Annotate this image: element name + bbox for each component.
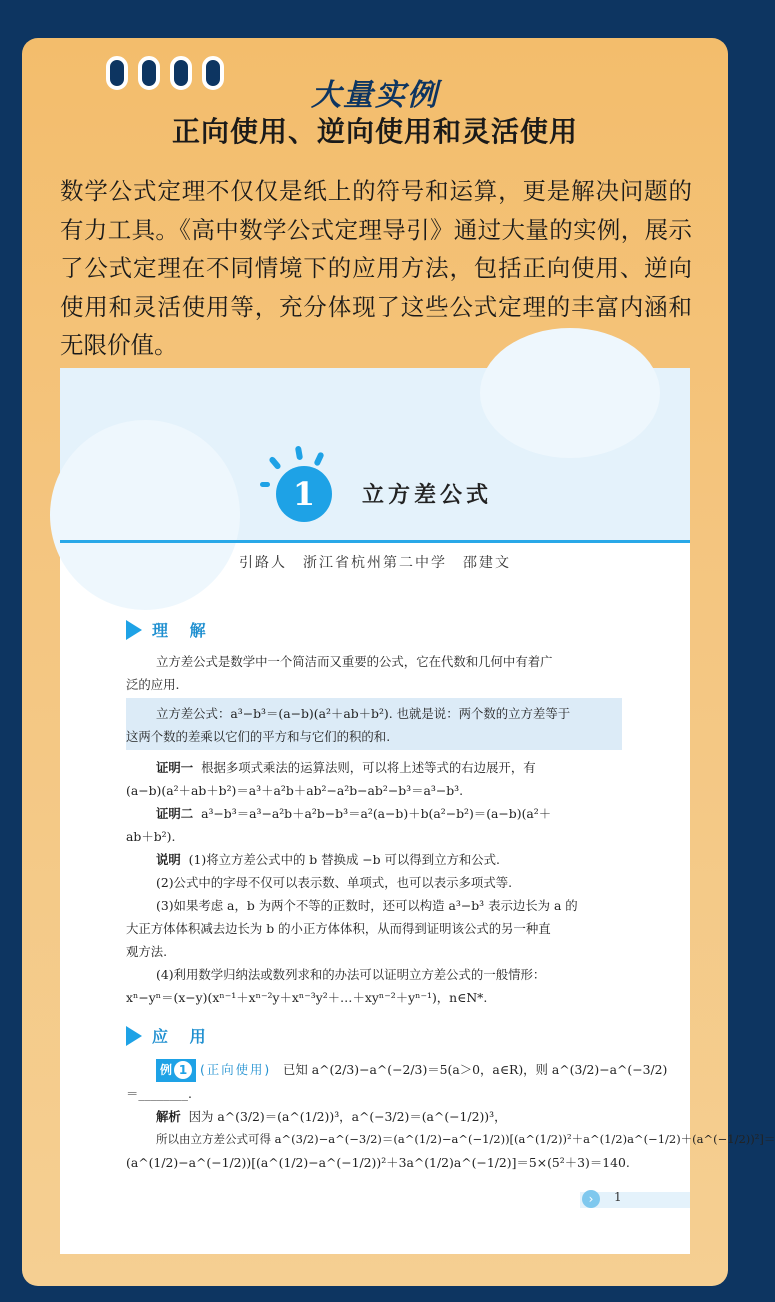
note2: (2)公式中的字母不仅可以表示数、单项式，也可以表示多项式等. — [156, 875, 513, 890]
example-number: 1 — [174, 1061, 192, 1079]
triangle-bullet-icon — [126, 1026, 142, 1046]
intro-paragraph: 数学公式定理不仅仅是纸上的符号和运算，更是解决问题的有力工具。《高中数学公式定理导引》通过大量的实例，展示了公式定理在不同情境下的应用方法，包括正向使用、逆向使用和灵活使用等，充分体现了这些公式定理的丰富内涵和无限价值。 — [60, 177, 692, 359]
proof2-row — [156, 802, 551, 825]
book-page — [60, 368, 775, 1254]
para1-line1: 立方差公式是数学中一个简洁而又重要的公式，它在代数和几何中有着广 — [156, 654, 553, 669]
note4-line2: xⁿ−yⁿ＝(x−y)(xⁿ⁻¹＋xⁿ⁻²y＋xⁿ⁻³y²＋…＋xyⁿ⁻²＋yⁿ⁻¹)，n∈N*. — [126, 990, 488, 1005]
proof2-line1: a³−b³＝a³−a²b＋a²b−b³＝a²(a−b)＋b(a²−b²)＝(a−b)(a²＋ — [201, 806, 552, 821]
decor-bubble — [480, 328, 660, 458]
page-number: 1 — [614, 1190, 622, 1204]
note-label: 说明 — [156, 852, 181, 867]
note-row — [156, 848, 500, 871]
sun-ray-icon — [295, 446, 303, 461]
sun-ray-icon — [268, 456, 282, 471]
analysis-row — [156, 1105, 507, 1128]
header-divider — [60, 540, 690, 543]
section-label: 理 解 — [152, 621, 214, 640]
example-tag-label: 例 — [160, 1063, 173, 1077]
note3-line2: 大正方体体积减去边长为 b 的小正方体体积，从而得到证明该公式的另一种直 — [126, 921, 551, 936]
formula-line2: 这两个数的差乘以它们的平方和与它们的积的和. — [126, 729, 391, 744]
analysis-line2: 所以由立方差公式可得 a^(3/2)−a^(−3/2)＝(a^(1/2)−a^(−1/2))[(a^(1/2))²＋a^(1/2)a^(−1/2)＋(a^(−1/2))²]＝ — [156, 1132, 775, 1146]
triangle-bullet-icon — [126, 620, 142, 640]
note3-line1: (3)如果考虑 a，b 为两个不等的正数时，还可以构造 a³−b³ 表示边长为 a 的 — [156, 898, 578, 913]
subheadline: 正向使用、逆向使用和灵活使用 — [171, 115, 578, 148]
para1-line2: 泛的应用. — [126, 677, 180, 692]
note4-line1: (4)利用数学归纳法或数列求和的办法可以证明立方差公式的一般情形： — [156, 967, 546, 982]
chapter-title: 立方差公式 — [362, 483, 493, 508]
example-line1: 已知 a^(2/3)−a^(−2/3)＝5(a＞0，a∈R)，则 a^(3/2)−a^(−3/2) — [283, 1062, 668, 1077]
note1: (1)将立方差公式中的 b 替换成 −b 可以得到立方和公式. — [188, 852, 500, 867]
sun-ray-icon — [260, 482, 270, 487]
section-apply — [126, 1024, 214, 1047]
sun-ray-icon — [313, 451, 324, 466]
chevron-right-icon: › — [582, 1190, 600, 1208]
example-line2: ＝________. — [126, 1086, 192, 1101]
section-understand — [126, 618, 214, 641]
chapter-header — [60, 368, 690, 542]
example-tag — [156, 1059, 196, 1082]
proof1-line1: 根据多项式乘法的运算法则，可以将上述等式的右边展开，有 — [201, 760, 536, 775]
proof1-line2: (a−b)(a²＋ab＋b²)＝a³＋a²b＋ab²−a²b−ab²−b³＝a³−b³. — [126, 783, 464, 798]
example-row — [156, 1058, 667, 1082]
section-label: 应 用 — [152, 1027, 214, 1046]
headline: 大量实例 — [311, 78, 439, 113]
analysis-label: 解析 — [156, 1109, 181, 1124]
analysis-line1: 因为 a^(3/2)＝(a^(1/2))³，a^(−3/2)＝(a^(−1/2))³， — [188, 1109, 507, 1124]
example-kind: (正向使用) — [199, 1062, 272, 1077]
analysis-line3: (a^(1/2)−a^(−1/2))[(a^(1/2)−a^(−1/2))²＋3a^(1/2)a^(−1/2)]＝5×(5²＋3)＝140. — [126, 1155, 630, 1170]
formula-line1: 立方差公式：a³−b³＝(a−b)(a²＋ab＋b²). 也就是说：两个数的立方差等于 — [156, 706, 571, 721]
proof1-row — [156, 756, 536, 779]
proof2-label: 证明二 — [156, 806, 194, 821]
proof1-label: 证明一 — [156, 760, 194, 775]
proof2-line2: ab＋b²). — [126, 829, 176, 844]
decor-bubble — [50, 420, 240, 610]
chapter-number: 1 — [276, 466, 332, 522]
author-line: 引路人 浙江省杭州第二中学 邵建文 — [239, 555, 511, 571]
note3-line3: 观方法. — [126, 944, 168, 959]
